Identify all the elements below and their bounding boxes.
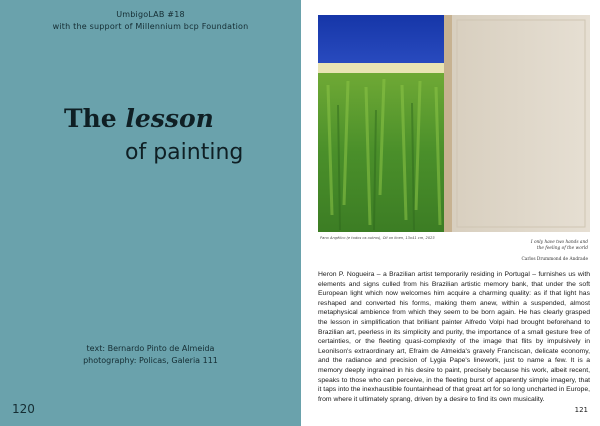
painting-image: [318, 15, 590, 232]
article-title-line1: [64, 104, 214, 133]
title-word-the: The: [64, 104, 117, 133]
epigraph-author: Carlos Drummond de Andrade: [521, 257, 588, 262]
page-number-right: 121: [574, 406, 588, 414]
body-text: [318, 270, 590, 404]
credits: [0, 343, 301, 367]
article-title-line2: of painting: [125, 140, 244, 165]
epigraph-line1: I only have two hands and: [530, 240, 588, 245]
title-word-lesson: lesson: [125, 104, 214, 133]
page-number-left: 120: [12, 402, 35, 416]
credit-text-author: text: Bernardo Pinto de Almeida: [86, 344, 215, 353]
series-title: UmbigoLAB #18: [116, 10, 185, 19]
epigraph-line2: the feeling of the world: [536, 246, 588, 251]
header: [0, 9, 301, 33]
body-paragraph: Heron P. Nogueira – a Brazilian artist temporarily residing in Portugal – furnishes us with elements and signs culled from his Brazilian artistic memory bank, that under the soft European light which now welcomes him acquire a charming quality: as if that light has reshaped and converted his forms, making them anew, within a suspended, almost metaphysical ambience from which they seem to be born again. He has clearly grasped the lesson in simplification that brilliant painter Alfredo Volpi had brought beforehand to Brazilian art, peerless in its simplicity and purity, the importance of a small gesture free of certainties, or the fleeting quasi-complexity of the image that flits by impulsively in Leonilson's extraordinary art, Efraim de Almeida's gravely Franciscan, delicate economy, and the radiance and precision of Lygia Pape's linework, just to name a few. It is a memory deeply ingrained in his desire to paint, precisely because his work, albeit recent, speaks to those who can perceive, in the fleeting burst of apparently simple imagery, that it taps into the inexhaustible fountainhead of that great art for so long uncharted in Europe, from where it ultimately sprang, driven by a desire to find its own musicality.: [318, 271, 590, 403]
sponsor-line: with the support of Millennium bcp Foundation: [52, 22, 249, 31]
epigraph: [488, 240, 588, 252]
image-caption: Pano Angélico (e todos os outros), Oil on linen, 13x41 cm, 2023: [320, 236, 435, 240]
right-page: [301, 0, 600, 426]
credit-photography: photography: Policas, Galeria 111: [83, 356, 218, 365]
